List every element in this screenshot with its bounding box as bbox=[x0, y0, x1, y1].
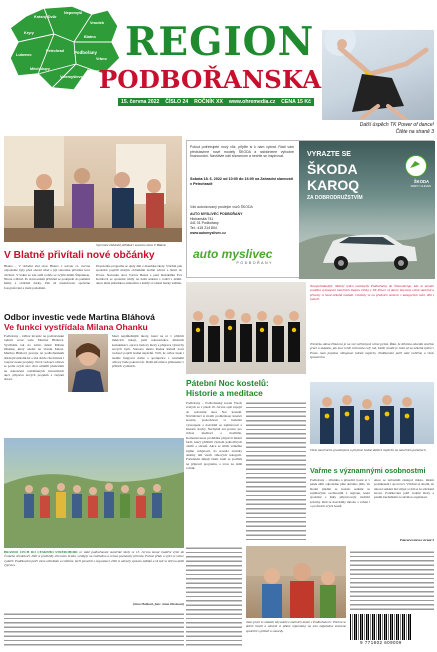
dealer-ad bbox=[186, 140, 434, 278]
bottom-left-headline: BRANDO CECH DO CESKEHO STREDOHORI bbox=[4, 550, 78, 554]
banner-line4: ZA DOBRODRUŽSTVÍM bbox=[307, 195, 363, 201]
awards-headline: Vařme s významnými osobnostmi bbox=[310, 466, 426, 475]
babies-headline: V Blatně přivítali nové občánky bbox=[4, 250, 155, 261]
dance-group-photo bbox=[186, 282, 306, 374]
dance-lead: Neuspořádanější. Minulý týden nastoupily Podbořanky do Wiesenbergu, kde se konalo soutěžní vystoupení tanečních skupin. Dívky z TK Power of dance bojovaly velmi statečně a přivezly si hned několik medailí. Umístily se na předních místech v kategoriích mini, děti i junioři. bbox=[310, 284, 434, 302]
barcode bbox=[350, 614, 412, 648]
bottom-left-text: ve státě podbořanské mateřské školy se 13. června konal tradiční výlet do Českého středohoří. Děti si prohlédly zříceninu hradu, vyšláply na rozhlednu a cestou poznávaly přírodu. Počasí přálo a výlet se velice vydařil. Poděkování patří všem učitelkám a rodičům, kteří pomohli s organizací. Děti si odvezly spoustu zážitků a už teď se těší na další výpravu. bbox=[4, 550, 184, 568]
skoda-logo-icon bbox=[405, 155, 427, 177]
dance-medal-photo bbox=[310, 382, 434, 444]
dance-body: Trenérka Alena Pokorná je na své svěřenkyně velmi pyšná. Říká, že děvčata odvedla skvělou práci a ukázala, jak moc tvrdě trénovala celý rok. Další soutěž je čeká už za několik týdnů v Praze, kam pojedou obhajovat loňské úspěchy. Poděkování patří také rodičům a všem sponzorům. bbox=[310, 342, 434, 360]
dance-closing: Všem tanečnicím gratulujeme a přejeme hodně dalších úspěchů na tanečních parketech. bbox=[310, 448, 427, 452]
map-town-label: Kryry bbox=[24, 31, 34, 35]
awards-body-b: Akce se zúčastnili zástupci města, místní podnikatelé i sportovci. Všichni se shodli, že takové setkání má smysl a rádi se ho zúčastní znovu. Poděkování patří vedení školy a paním kuchařkám za skvělou organizaci. bbox=[374, 478, 434, 500]
mayor-headline-1: Odbor investic vede Martina Bláhová bbox=[4, 312, 155, 322]
masthead-info-bar bbox=[118, 98, 314, 106]
map-town-label: Nepomyšl bbox=[64, 11, 83, 15]
bottom-left-signature: (Jana Holková, foto: Anna Hosmová) bbox=[132, 602, 184, 606]
kids-photo-illustration bbox=[246, 546, 346, 618]
dealer-logo-main: auto myslivec bbox=[193, 247, 273, 261]
dealer-logo-sub: PODBOŘANY bbox=[236, 261, 273, 265]
dealer-name: AUTO MYSLIVEC PODBOŘANY bbox=[190, 212, 243, 216]
awards-body-a: Podbořany – Obsluha a přísedící hosté si v pátek užili odpoledne plné dobrého jídla. Ve školní jídelně se konalo setkání se zajímavými osobnostmi z regionu, které společně s žáky připravovaly tradiční pokrmy. Děti se dozvěděly mnoho o vaření i o profesích svých hostů. bbox=[310, 478, 370, 509]
kostel-body: Podbořany – Podbořanský kostel Všech svatých se v pátek 10. června opět zapojil do celostátní akce Noc kostelů. Návštěvníci si mohli prohlédnout interiér kostela, poslechnout si hudební vystoupení a dozvědět se zajímavosti z historie stavby. Nechyběl ani prostor pro tichou meditaci a modlitbu. Komentovanou prohlídku připravil místní farář, který přiblížil význam jednotlivých oltářů a obrazů. Akce se těšila velkému zájmu veřejnosti, do kostela zavítaly desítky lidí všech věkových kategorií. Pořadatelé děkují všem, kteří se podíleli na přípravě programu, a zvou na další ročník. bbox=[186, 401, 242, 471]
dealer-phone: Tel.: 415 214 804 bbox=[190, 226, 217, 231]
mayor-body-b: Mezi nejdůležitější úkoly, které na ni v příštích měsících čekají, patří rekonstrukce místních komunikací, oprava budovy školy a příprava výstavby nových bytů. Starosta města Radek Reindl nové vedoucí popřál hodně úspěchů. Věří, že odbor bude i nadále fungovat dobře a spolupráce s ostatními odbory bude pokračovat. Další informace přineseme v příštích vydáních. bbox=[112, 334, 184, 369]
masthead-title-bottom: PODBOŘANSKA bbox=[98, 65, 322, 94]
dancer-illustration bbox=[322, 30, 434, 120]
kids-photo bbox=[246, 546, 346, 618]
dealer-contact bbox=[190, 212, 294, 236]
dealer-ad-text: Pokud potřebujete nový vůz, přijďte si k nám vybrat. Rádi vám představíme nové modely ŠKODA a nabídneme výhodné financování. Navštivte náš showroom a nechte se inspirovat. bbox=[190, 145, 294, 159]
babies-photo bbox=[4, 136, 182, 242]
bottom-left-extra bbox=[186, 546, 242, 646]
teaser-photo bbox=[322, 30, 434, 120]
issue-volume: ROČNÍK XX bbox=[194, 99, 223, 105]
skoda-banner bbox=[299, 141, 435, 279]
kostel-headline bbox=[186, 378, 306, 398]
map-town-label: Měcholupy bbox=[30, 67, 50, 71]
skoda-car-illustration bbox=[299, 203, 435, 279]
mayor-body-a: Podbořany – Odbor investic na podbořanské radnici nově vede Martina Bláhová. Vystřídala tak na tomto místě Milana Ohanku, který odešel na vlastní žádost. Martina Bláhová pracuje na podbořanském úřadu již několik let a zná dobře chod města i rozpracované projekty. Nová vedoucí odboru se podle svých slov chce zaměřit především na dokončení rozběhnutých investičních akcí, přípravu nových projektů a čerpání dotací. bbox=[4, 334, 64, 382]
awards-credit: Pokračování na straně 5 bbox=[399, 538, 434, 542]
dealer-logo bbox=[193, 247, 293, 273]
babies-body-a: Blatno – V obřadní síni obce Blatno v sobotu 11. června odpoledne byly před obecní úřad a její starostku přivítáni noví občánci. V lednu se zde sešli rodiče se svými dětmi Štěpánkou, Ninou a Marií. Po slavnostním přivítání se podepsali do pamětní knihy a obdrželi dárky. Pak už následovalo společné fotografování a malé pohoštění. bbox=[4, 264, 90, 290]
skoda-arrow-icon bbox=[406, 156, 425, 175]
map-town-label: Krásný Dvůr bbox=[34, 15, 57, 19]
map-town-label: Vrbno bbox=[96, 57, 107, 61]
teaser-caption-line2: Čtěte na straně 3 bbox=[395, 128, 434, 135]
banner-line3: KAROQ bbox=[307, 177, 360, 193]
skoda-brand-sub: SIMPLY CLEVER bbox=[410, 185, 431, 188]
bottom-left-story bbox=[4, 550, 184, 610]
kostel-headline-2: Historie a meditace bbox=[186, 388, 263, 398]
dealer-web[interactable]: www.automyslivec.cz bbox=[190, 230, 226, 235]
bottom-left-body bbox=[4, 550, 184, 602]
issue-website: www.ohremedia.cz bbox=[228, 99, 276, 105]
dealer-address-1: Hlubanská 741 bbox=[190, 216, 214, 221]
map-town-label: Lubenec bbox=[16, 53, 32, 57]
map-town-label: Blatno bbox=[84, 35, 96, 39]
kostel-headline-1: Pátební Noc kostelů: bbox=[186, 378, 269, 388]
map-town-label: Pšov bbox=[90, 69, 100, 73]
babies-photo-illustration bbox=[4, 136, 182, 242]
school-photo-illustration bbox=[4, 438, 184, 548]
dance-group-illustration bbox=[186, 282, 306, 374]
babies-photo-caption: Vymírání občánků přihlásil i severku obce V Blatně bbox=[96, 243, 166, 247]
map-town-label: Vroutek bbox=[90, 21, 104, 25]
barcode-digits: 9 771802 609009 bbox=[360, 640, 402, 645]
kids-caption: Jako první se ukázali obyvatelé z okolních domů v Podbořanech. Všichni se dobře bavili a odnesli si pěkné vzpomínky na toto odpoledne strávené společně s přáteli a sousedy. bbox=[246, 620, 346, 633]
teaser-caption bbox=[322, 122, 434, 135]
banner-line2: ŠKODA bbox=[307, 161, 358, 177]
issue-date: 15. června 2022 bbox=[121, 99, 160, 105]
dealer-ad-event: Sobota 18. 6. 2022 od 10:00 do 16:00 na Zahradní slavnosti v Petrohradě bbox=[190, 177, 293, 186]
babies-body-b: Dopoledne programu se ujaly děti z mateřské školy. Všichni pak společně popřáli malým občánkům hodně zdraví a štěstí do života. Starostka obce Václav Beneš a paní matrikářka Eva Kolářová se společně těšily na další setkání s rodiči i dětmi. Akce měla přátelskou atmosféru a každý si odnesl hezký zážitek. bbox=[96, 264, 182, 286]
dealer-intro: Váš autorizovaný prodejce vozů ŠKODA bbox=[190, 205, 253, 209]
teaser-caption-line1: Další úspěch TK Power of dance! bbox=[359, 122, 434, 128]
kostel-body-cont bbox=[246, 401, 306, 541]
banner-line1: VYRAZTE SE bbox=[307, 151, 351, 158]
mayor-headline-2: Ve funkci vystřídala Milana Ohanku bbox=[4, 322, 148, 332]
mayor-portrait bbox=[68, 334, 108, 392]
dealer-address-2: 441 01 Podbořany bbox=[190, 221, 219, 226]
skoda-brand: ŠKODA bbox=[413, 179, 429, 184]
mayor-photo bbox=[68, 334, 108, 392]
school-photo bbox=[4, 438, 184, 548]
bottom-right-text bbox=[350, 550, 434, 610]
bottom-left-extra-2 bbox=[4, 612, 184, 648]
map-town-label: Petrohrad bbox=[46, 49, 64, 53]
dance-medal-illustration bbox=[310, 382, 434, 444]
map-town-label: Velemyšleves bbox=[60, 75, 85, 79]
masthead-title-top: REGION bbox=[125, 19, 315, 65]
map-town-label: Podbořany bbox=[74, 50, 97, 55]
issue-number: ČÍSLO 24 bbox=[165, 99, 189, 105]
issue-price: CENA 15 Kč bbox=[281, 99, 311, 105]
barcode-bars bbox=[350, 614, 412, 640]
